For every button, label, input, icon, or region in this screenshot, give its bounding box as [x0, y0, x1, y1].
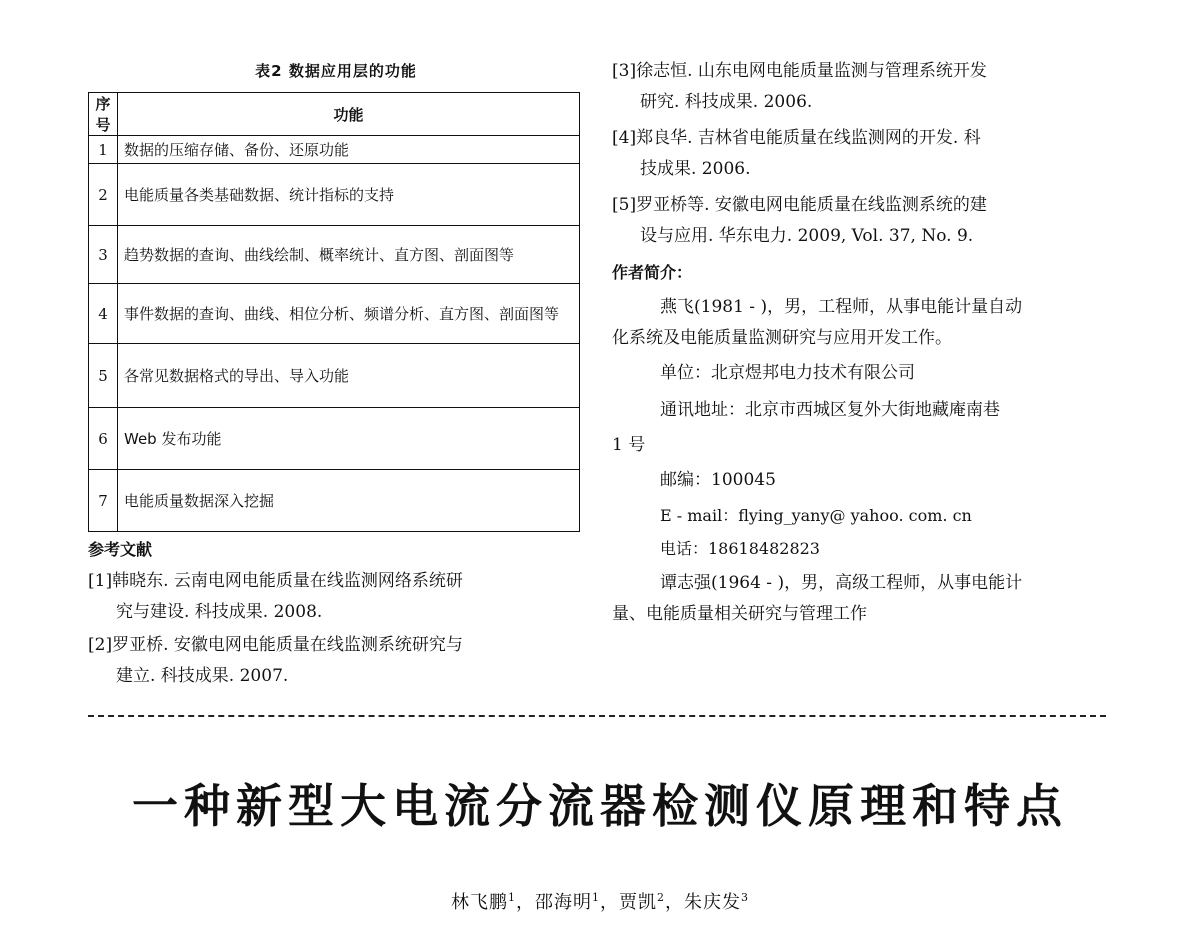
row-index: 4	[89, 284, 118, 344]
table-row	[89, 226, 580, 284]
bio-postcode: 邮编：100045	[660, 470, 776, 490]
reference-1	[88, 566, 588, 628]
bio-email: E - mail：flying_yany@ yahoo. com. cn	[660, 506, 972, 525]
header-function: 功能	[118, 93, 580, 136]
author-name: 朱庆发	[684, 892, 741, 913]
reference-line: [2]罗亚桥. 安徽电网电能质量在线监测系统研究与	[88, 635, 463, 655]
row-function: 事件数据的查询、曲线、相位分析、频谱分析、直方图、剖面图等	[118, 284, 580, 344]
bio-unit: 单位：北京煜邦电力技术有限公司	[660, 363, 915, 383]
section-divider	[88, 715, 1106, 717]
row-function: 各常见数据格式的导出、导入功能	[118, 344, 580, 408]
bio-2-line-2: 量、电能质量相关研究与管理工作	[612, 604, 867, 624]
bio-1-line-1: 燕飞(1981 - )，男，工程师，从事电能计量自动	[660, 297, 1023, 317]
author-affiliation: 2	[657, 891, 665, 904]
row-function: 数据的压缩存储、备份、还原功能	[118, 136, 580, 164]
table-header-row	[89, 93, 580, 136]
author-name: 邵海明	[535, 892, 592, 913]
row-function: Web 发布功能	[118, 408, 580, 470]
author-line: 林飞鹏$^1$，邵海明$^1$，贾凯$^2$，朱庆发$^3$	[451, 891, 749, 913]
row-function: 电能质量数据深入挖掘	[118, 470, 580, 532]
table-row	[89, 470, 580, 532]
reference-line-cont: 究与建设. 科技成果. 2008.	[116, 602, 323, 622]
reference-line: [3]徐志恒. 山东电网电能质量监测与管理系统开发	[612, 61, 987, 81]
table-row	[89, 136, 580, 164]
row-index: 6	[89, 408, 118, 470]
author-affiliation: 3	[741, 891, 749, 904]
row-index: 5	[89, 344, 118, 408]
references-heading: 参考文献	[88, 540, 153, 559]
article-title: 一种新型大电流分流器检测仪原理和特点	[132, 779, 1068, 833]
row-function: 电能质量各类基础数据、统计指标的支持	[118, 164, 580, 226]
reference-line: [1]韩晓东. 云南电网电能质量在线监测网络系统研	[88, 571, 463, 591]
author-affiliation: 1	[508, 891, 516, 904]
table-row	[89, 408, 580, 470]
table-row	[89, 344, 580, 408]
right-column	[612, 56, 1112, 630]
reference-line-cont: 设与应用. 华东电力. 2009, Vol. 37, No. 9.	[640, 226, 974, 246]
reference-line-cont: 建立. 科技成果. 2007.	[116, 666, 289, 686]
bio-address-line-2: 1 号	[612, 435, 646, 455]
row-index: 3	[89, 226, 118, 284]
row-index: 7	[89, 470, 118, 532]
table-row	[89, 164, 580, 226]
reference-line: [5]罗亚桥等. 安徽电网电能质量在线监测系统的建	[612, 195, 987, 215]
row-index: 2	[89, 164, 118, 226]
table-row	[89, 284, 580, 344]
reference-line-cont: 技成果. 2006.	[640, 159, 751, 179]
author-bio-heading: 作者简介：	[612, 263, 693, 282]
row-function: 趋势数据的查询、曲线绘制、概率统计、直方图、剖面图等	[118, 226, 580, 284]
bio-address-line-1: 通讯地址：北京市西城区复外大街地藏庵南巷	[660, 400, 1000, 420]
bio-1-line-2: 化系统及电能质量监测研究与应用开发工作。	[612, 328, 952, 348]
reference-line-cont: 研究. 科技成果. 2006.	[640, 92, 813, 112]
reference-2	[88, 630, 588, 692]
author-name: 贾凯	[619, 892, 657, 913]
reference-5	[612, 190, 1112, 252]
author-affiliation: 1	[592, 891, 600, 904]
header-index: 序号	[89, 93, 118, 136]
table-caption: 表2 数据应用层的功能	[255, 62, 417, 80]
function-table	[88, 92, 580, 532]
reference-3	[612, 56, 1112, 118]
row-index: 1	[89, 136, 118, 164]
bio-2-line-1: 谭志强(1964 - )，男，高级工程师，从事电能计	[660, 573, 1023, 593]
bio-phone: 电话：18618482823	[660, 539, 820, 558]
reference-4	[612, 123, 1112, 185]
author-name: 林飞鹏	[451, 892, 508, 913]
reference-line: [4]郑良华. 吉林省电能质量在线监测网的开发. 科	[612, 128, 981, 148]
